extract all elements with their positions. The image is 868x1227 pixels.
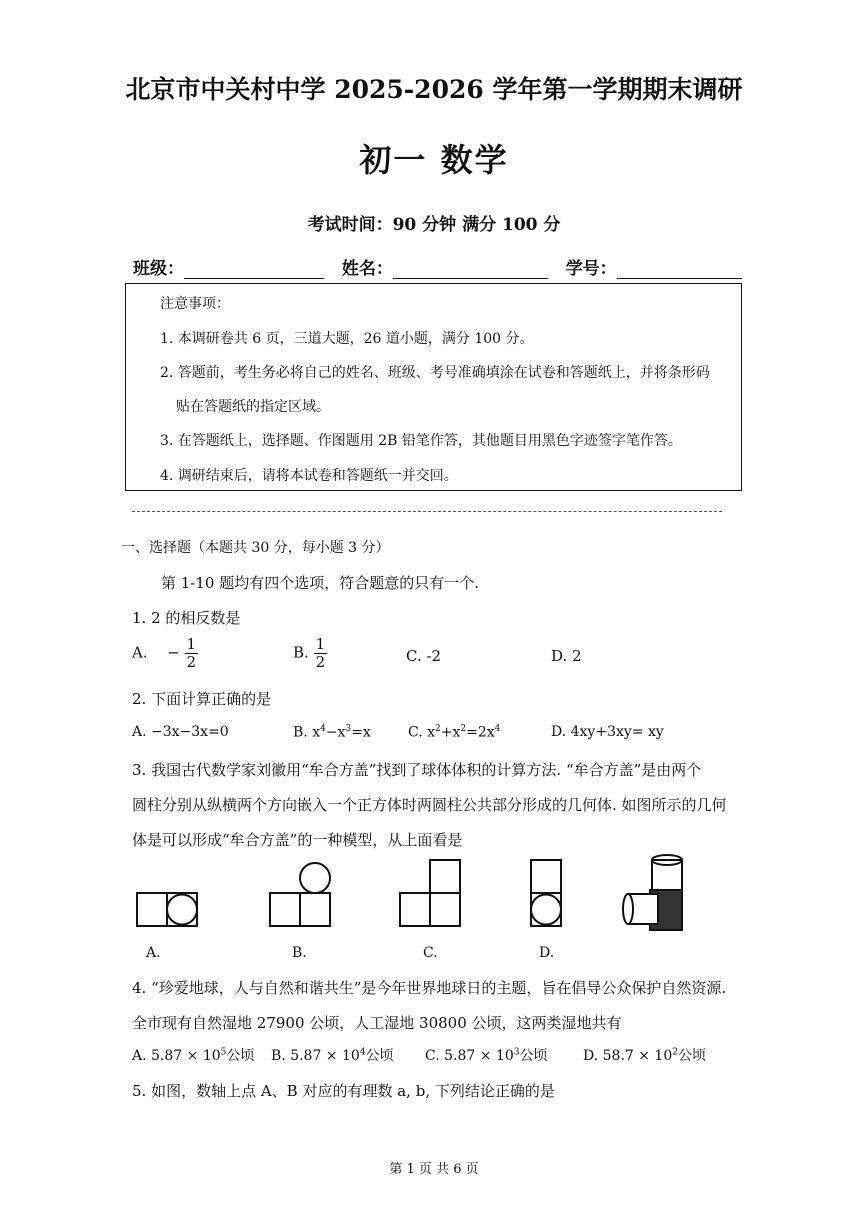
q1-b-label: B. (293, 643, 309, 662)
q4-option-a[interactable]: A. $5.87 \times 10^5$公顷 (132, 1047, 255, 1064)
q1-option-b[interactable] (293, 636, 327, 671)
notice-item: 3. 在答题纸上，选择题、作图题用 2B 铅笔作答，其他题目用黑色字迹签字笔作答。 (160, 433, 682, 449)
fraction: $\frac{1}{2}$ (186, 635, 197, 671)
q4-option-c[interactable]: C. $5.87 \times 10^3$公顷 (425, 1047, 548, 1064)
q4-line: 全市现有自然湿地 27900 公顷，人工湿地 30800 公顷，这两类湿地共有 (132, 1014, 622, 1032)
q3-figure-c[interactable] (400, 860, 460, 926)
q3-line: 3. 我国古代数学家刘徽用“牟合方盖”找到了球体体积的计算方法. “牟合方盖”是由两个 (132, 761, 702, 779)
notice-item: 贴在答题纸的指定区域。 (176, 399, 330, 415)
q3-label-d: D. (539, 945, 555, 961)
q1-option-d[interactable]: D. 2 (551, 647, 582, 665)
q1-a-label: A. (132, 643, 148, 662)
q2-option-b[interactable]: B. $x^4-x^3=x$ (293, 724, 371, 741)
q5-stem: 5. 如图，数轴上点 A、B 对应的有理数 a, b, 下列结论正确的是 (132, 1082, 555, 1100)
q3-label-c: C. (423, 945, 438, 961)
q3-figure-b[interactable] (270, 863, 330, 926)
q2-stem: 2. 下面计算正确的是 (132, 690, 272, 708)
q2-option-a[interactable]: A. −3x−3x=0 (132, 724, 229, 740)
q3-figures (120, 850, 700, 950)
exam-subtitle: 初一 数学 (359, 141, 509, 179)
fraction: $\frac{1}{2}$ (315, 635, 326, 671)
q2-option-d[interactable]: D. 4xy+3xy= xy (551, 724, 664, 740)
q3-label-b: B. (292, 945, 307, 961)
student-info-row (133, 254, 742, 279)
mouhe-fanggai-model-icon (623, 855, 682, 930)
class-label: 班级： (133, 259, 184, 279)
q3-line: 圆柱分别从纵横两个方向嵌入一个正方体时两圆柱公共部分形成的几何体. 如图所示的几何 (132, 796, 727, 814)
q3-label-a: A. (146, 945, 161, 961)
page-number: 第 1 页 共 6 页 (389, 1162, 479, 1177)
q3-line: 体是可以形成“牟合方盖”的一种模型，从上面看是 (132, 831, 463, 849)
q4-line: 4. “珍爱地球，人与自然和谐共生”是今年世界地球日的主题，旨在倡导公众保护自然资源. (132, 979, 727, 997)
section-heading: 一、选择题（本题共 30 分，每小题 3 分） (121, 540, 390, 556)
notice-item: 4. 调研结束后，请将本试卷和答题纸一并交回。 (160, 468, 458, 484)
exam-title: 北京市中关村中学 2025-2026 学年第一学期期末调研 (125, 75, 743, 104)
name-field[interactable] (393, 260, 548, 279)
notice-heading: 注意事项： (160, 296, 230, 312)
notice-item: 2. 答题前，考生务必将自己的姓名、班级、考号准确填涂在试卷和答题纸上，并将条形码 (160, 365, 710, 381)
q1-option-c[interactable]: C. -2 (406, 647, 442, 665)
q3-figure-a[interactable] (137, 893, 197, 926)
notice-box (125, 283, 742, 491)
q4-option-d[interactable]: D. $58.7 \times 10^2$公顷 (583, 1047, 706, 1064)
id-field[interactable] (617, 260, 742, 279)
q4-option-b[interactable]: B. $5.87 \times 10^4$公顷 (271, 1047, 394, 1064)
class-field[interactable] (184, 260, 324, 279)
name-label: 姓名： (341, 259, 393, 279)
notice-item: 1. 本调研卷共 6 页，三道大题，26 道小题，满分 100 分。 (160, 331, 534, 347)
id-label: 学号： (565, 259, 617, 279)
q1-option-a[interactable] (132, 636, 198, 671)
q2-option-c[interactable]: C. $x^2+x^2=2x^4$ (408, 724, 501, 741)
q1-stem: 1. 2 的相反数是 (132, 609, 241, 627)
section-intro: 第 1-10 题均有四个选项，符合题意的只有一个. (161, 574, 480, 592)
q1-a-sign: − (167, 643, 180, 662)
q3-figure-d[interactable] (531, 860, 561, 926)
exam-info: 考试时间：90 分钟 满分 100 分 (307, 215, 561, 235)
divider (132, 511, 722, 512)
